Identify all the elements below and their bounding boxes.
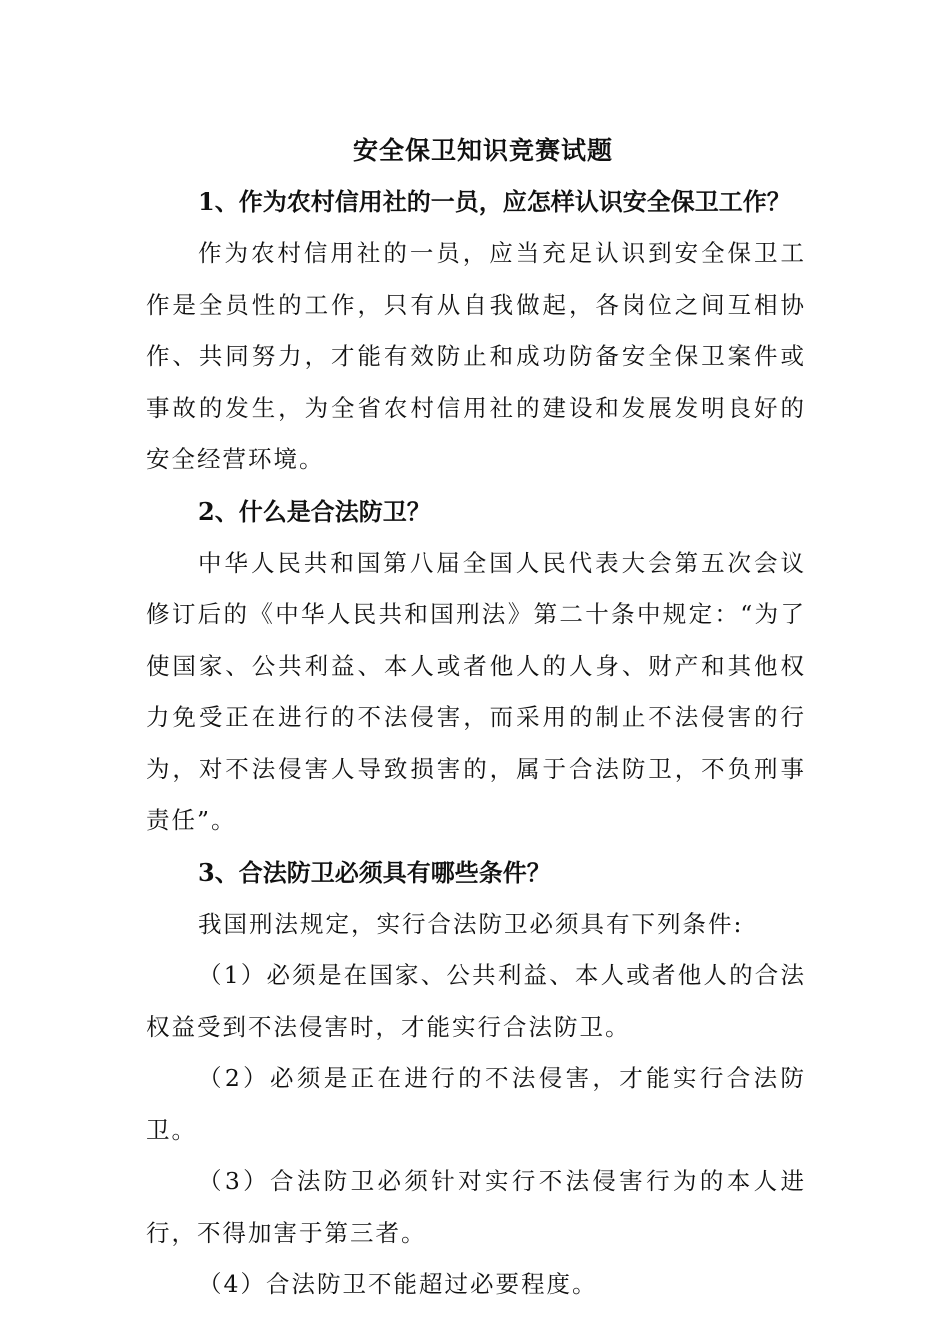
section-2 <box>146 486 806 847</box>
condition-2-item: （2）必须是正在进行的不法侵害，才能实行合法防卫。 <box>146 1064 806 1144</box>
document-body <box>146 126 806 1311</box>
condition-3-item: （3）合法防卫必须针对实行不法侵害行为的本人进行，不得加害于第三者。 <box>146 1167 806 1247</box>
answer-2-paragraph: 中华人民共和国第八届全国人民代表大会第五次会议修订后的《中华人民共和国刑法》第二十条中规定：“为了使国家、公共利益、本人或者他人的人身、财产和其他权力免受正在进行的不法侵害，而采用的制止不法侵害的行为，对不法侵害人导致损害的，属于合法防卫，不负刑事责任”。 <box>146 548 806 834</box>
section-3 <box>146 847 806 1311</box>
question-3-heading: 3、合法防卫必须具有哪些条件？ <box>198 857 551 887</box>
document-title: 安全保卫知识竞赛试题 <box>352 136 613 165</box>
answer-1-paragraph: 作为农村信用社的一员，应当充足认识到安全保卫工作是全员性的工作，只有从自我做起，各岗位之间互相协作、共同努力，才能有效防止和成功防备安全保卫案件或事故的发生，为全省农村信用社的建设和发展发明良好的安全经营环境。 <box>146 239 806 473</box>
condition-1-item: （1）必须是在国家、公共利益、本人或者他人的合法权益受到不法侵害时，才能实行合法防卫。 <box>146 961 806 1041</box>
question-2-heading: 2、什么是合法防卫？ <box>198 496 431 526</box>
answer-3-intro: 我国刑法规定，实行合法防卫必须具有下列条件: <box>198 909 744 938</box>
section-1 <box>146 176 806 486</box>
condition-4-item: （4）合法防卫不能超过必要程度。 <box>198 1270 598 1298</box>
question-1-heading: 1、作为农村信用社的一员，应怎样认识安全保卫工作？ <box>198 187 791 216</box>
